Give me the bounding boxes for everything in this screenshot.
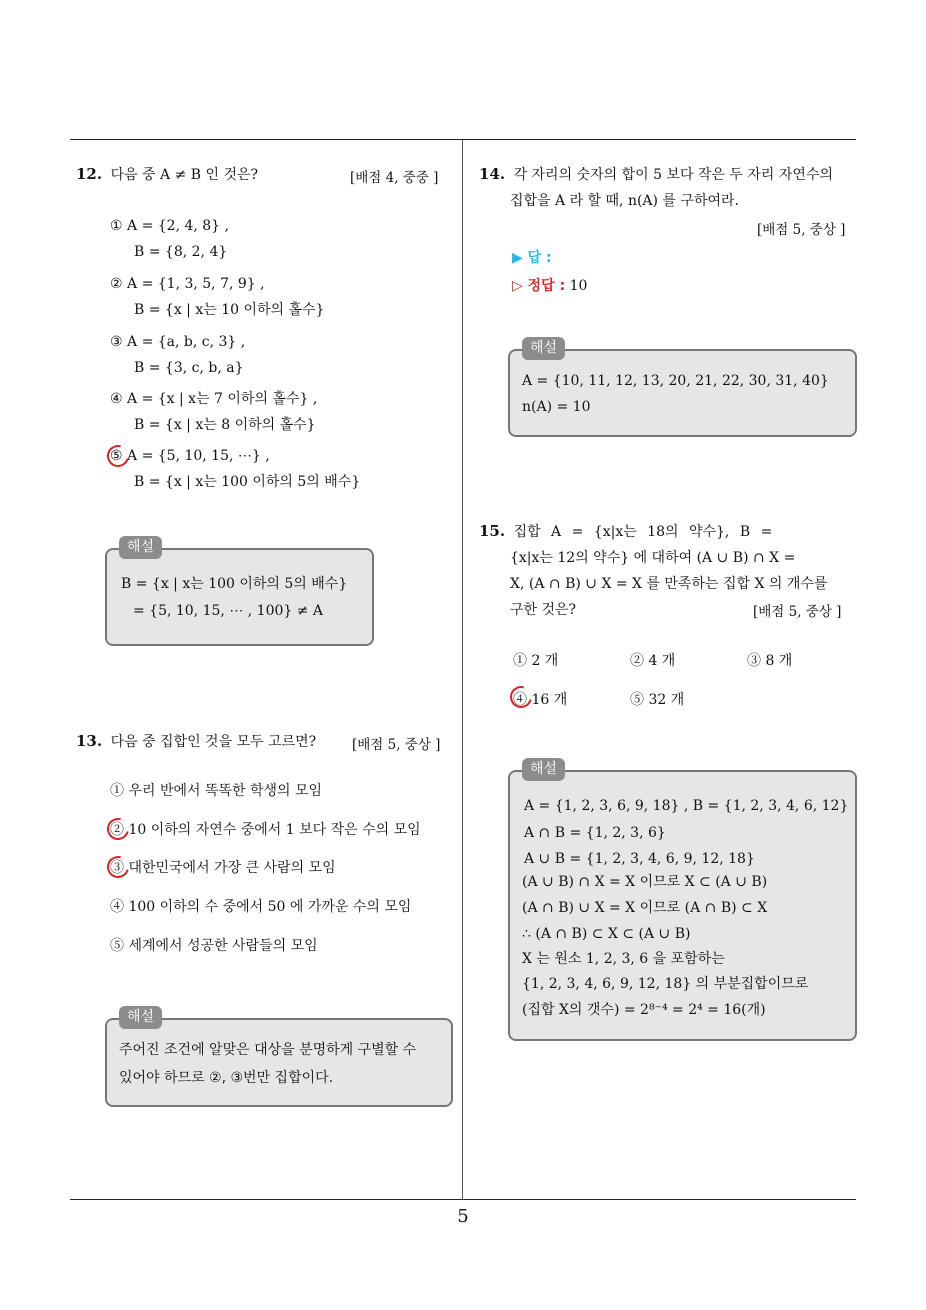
explanation-box — [105, 1009, 453, 1107]
option-marker: ⑤ — [110, 448, 123, 464]
explanation-line: ∴ (A ∩ B) ⊂ X ⊂ (A ∪ B) — [522, 926, 691, 942]
question-number: 12. — [76, 165, 103, 183]
option-1[interactable] — [110, 216, 229, 236]
explanation-tag: 해설 — [119, 536, 162, 559]
option-3[interactable] — [110, 332, 245, 352]
bottom-rule — [70, 1199, 856, 1200]
explanation-line: B = {x | x는 100 이하의 5의 배수} — [121, 576, 348, 592]
explanation-tag: 해설 — [522, 758, 565, 781]
explanation-line: 있어야 하므로 ②, ③번만 집합이다. — [119, 1070, 334, 1086]
score-label: [배점 5, 중상 ] — [753, 604, 842, 620]
question-text-line3: X, (A ∩ B) ∪ X = X 를 만족하는 집합 X 의 개수를 — [510, 576, 828, 592]
explanation-box — [105, 539, 374, 646]
column-divider — [462, 140, 463, 1200]
explanation-line: n(A) = 10 — [522, 399, 591, 415]
score-label: [배점 5, 중상 ] — [757, 222, 846, 238]
option-text: 세계에서 성공한 사람들의 모임 — [128, 938, 318, 954]
option-marker: ④ — [110, 899, 124, 915]
option-marker: ① — [110, 218, 123, 234]
option-marker: ① — [110, 783, 124, 799]
option-marker: ② — [110, 276, 123, 292]
question-14-stem — [479, 164, 833, 184]
explanation-line: A ∪ B = {1, 2, 3, 4, 6, 9, 12, 18} — [524, 851, 755, 867]
option-3-line2: B = {3, c, b, a} — [134, 360, 244, 376]
option-marker: ① — [513, 653, 527, 669]
option-text: 우리 반에서 똑똑한 학생의 모임 — [128, 783, 323, 799]
option-marker: ⑤ — [110, 938, 124, 954]
option-text: 16 개 — [531, 692, 568, 708]
page-number: 5 — [457, 1206, 469, 1227]
explanation-box — [508, 761, 857, 1041]
top-rule — [70, 139, 856, 140]
option-marker: ③ — [110, 334, 123, 350]
option-text: 2 개 — [531, 653, 559, 669]
question-text-line1: 집합 A = {x|x는 18의 약수}, B = — [513, 524, 773, 540]
explanation-line: X 는 원소 1, 2, 3, 6 을 포함하는 — [522, 951, 725, 967]
score-label: [배점 5, 중상 ] — [352, 737, 441, 753]
option-4-line2: B = {x | x는 8 이하의 홀수} — [134, 417, 316, 433]
explanation-box — [508, 340, 857, 437]
option-text: 8 개 — [765, 653, 793, 669]
explanation-tag: 해설 — [522, 337, 565, 360]
option-marker: ③ — [110, 860, 124, 876]
question-15-stem — [479, 521, 772, 541]
option-text: 32 개 — [648, 692, 685, 708]
question-text-line2: 집합을 A 라 할 때, n(A) 를 구하여라. — [510, 193, 739, 209]
explanation-tag: 해설 — [119, 1006, 162, 1029]
explanation-line: 주어진 조건에 알맞은 대상을 분명하게 구별할 수 — [119, 1042, 417, 1058]
question-text: 다음 중 A ≠ B 인 것은? — [110, 167, 259, 183]
question-12-stem — [76, 164, 258, 184]
score-label: [배점 4, 중중 ] — [350, 170, 439, 186]
option-4[interactable] — [110, 897, 411, 917]
option-marker: ④ — [513, 692, 527, 708]
option-5[interactable] — [630, 689, 684, 709]
option-text: 100 이하의 수 중에서 50 에 가까운 수의 모임 — [128, 899, 412, 915]
option-5-line2: B = {x | x는 100 이하의 5의 배수} — [134, 474, 361, 490]
option-3[interactable] — [747, 650, 792, 670]
question-13-stem — [76, 731, 316, 751]
question-number: 13. — [76, 732, 103, 750]
explanation-line: (집합 X의 갯수) = 2⁸⁻⁴ = 2⁴ = 16(개) — [522, 1002, 766, 1018]
option-line1: A = {a, b, c, 3} , — [127, 334, 246, 350]
option-line1: A = {5, 10, 15, ⋯} , — [127, 448, 270, 464]
question-text-line4: 구한 것은? — [510, 602, 577, 618]
answer-input-label[interactable]: ▶ 답 : — [512, 250, 552, 266]
option-1[interactable] — [513, 650, 558, 670]
option-4[interactable] — [110, 389, 317, 409]
option-3[interactable] — [110, 858, 336, 878]
option-2[interactable] — [110, 274, 265, 294]
option-marker: ④ — [110, 391, 123, 407]
explanation-line: A = {1, 2, 3, 6, 9, 18} , B = {1, 2, 3, 4, 6, 12} — [524, 798, 849, 814]
explanation-line: {1, 2, 3, 4, 6, 9, 12, 18} 의 부분집합이므로 — [522, 976, 809, 992]
question-text-line1: 각 자리의 숫자의 합이 5 보다 작은 두 자리 자연수의 — [513, 167, 834, 183]
option-line1: A = {x | x는 7 이하의 홀수} , — [127, 391, 318, 407]
question-number: 15. — [479, 522, 506, 540]
option-1[interactable] — [110, 781, 322, 801]
question-number: 14. — [479, 165, 506, 183]
option-2[interactable] — [630, 650, 675, 670]
question-text-line2: {x|x는 12의 약수} 에 대하여 (A ∪ B) ∩ X = — [510, 550, 796, 566]
option-marker: ③ — [747, 653, 761, 669]
option-5[interactable] — [110, 446, 270, 466]
correct-answer-label: ▷ 정답 : — [512, 278, 566, 294]
option-2-line2: B = {x | x는 10 이하의 홀수} — [134, 302, 325, 318]
option-5[interactable] — [110, 936, 318, 956]
option-marker: ② — [630, 653, 644, 669]
correct-answer — [512, 275, 587, 295]
explanation-line: A = {10, 11, 12, 13, 20, 21, 22, 30, 31, 40} — [522, 373, 829, 389]
explanation-line: (A ∪ B) ∩ X = X 이므로 X ⊂ (A ∪ B) — [522, 874, 768, 890]
option-marker: ⑤ — [630, 692, 644, 708]
option-line1: A = {1, 3, 5, 7, 9} , — [127, 276, 265, 292]
option-2[interactable] — [110, 820, 421, 840]
correct-answer-value: 10 — [569, 278, 588, 294]
explanation-line: A ∩ B = {1, 2, 3, 6} — [524, 825, 666, 841]
option-text: 대한민국에서 가장 큰 사람의 모임 — [128, 860, 336, 876]
question-text: 다음 중 집합인 것을 모두 고르면? — [110, 734, 317, 750]
explanation-line: (A ∩ B) ∪ X = X 이므로 (A ∩ B) ⊂ X — [522, 900, 768, 916]
option-marker: ② — [110, 822, 124, 838]
option-line1: A = {2, 4, 8} , — [127, 218, 229, 234]
explanation-line: = {5, 10, 15, ⋯ , 100} ≠ A — [133, 603, 324, 619]
option-1-line2: B = {8, 2, 4} — [134, 244, 228, 260]
option-text: 10 이하의 자연수 중에서 1 보다 작은 수의 모임 — [128, 822, 421, 838]
option-text: 4 개 — [648, 653, 676, 669]
